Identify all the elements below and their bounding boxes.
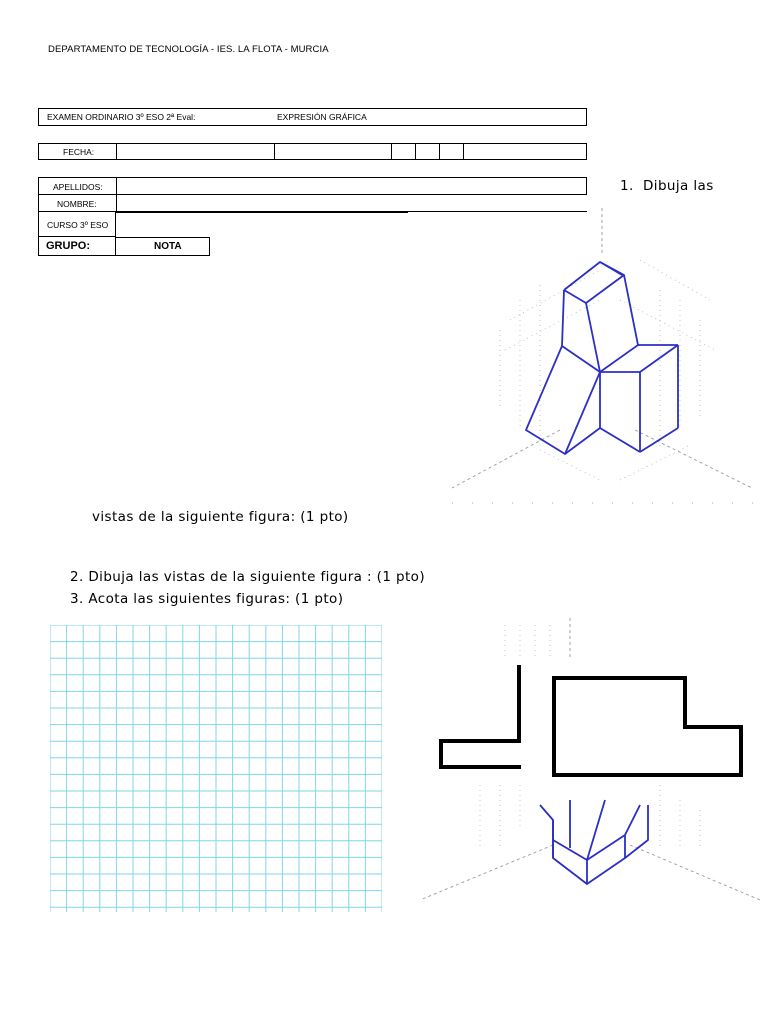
course-row-bottom xyxy=(38,236,115,237)
question-2-text: 2. Dibuja las vistas de la siguiente figura : (1 pto) xyxy=(70,569,425,585)
date-field-box[interactable] xyxy=(463,144,587,159)
info-block-bottom xyxy=(38,255,115,256)
date-label: FECHA: xyxy=(63,147,95,157)
exam-title: EXAMEN ORDINARIO 3º ESO 2ª Eval: xyxy=(47,112,196,122)
date-field-box[interactable] xyxy=(415,144,440,159)
exam-title-row xyxy=(38,108,587,126)
date-field-box[interactable] xyxy=(274,144,392,159)
dimension-figures xyxy=(415,615,768,905)
name-label: NOMBRE: xyxy=(57,199,97,209)
question-1-text-rest: vistas de la siguiente figura: (1 pto) xyxy=(92,509,349,525)
isometric-dot-grid xyxy=(500,260,715,480)
isometric-guide-lines xyxy=(452,208,752,488)
date-row xyxy=(38,143,587,160)
grade-box[interactable] xyxy=(115,237,210,256)
group-label: GRUPO: xyxy=(46,240,90,252)
graph-paper-grid[interactable] xyxy=(50,625,382,912)
surname-field[interactable] xyxy=(116,178,586,194)
isometric-solid xyxy=(526,262,678,454)
grade-label: NOTA xyxy=(154,241,182,252)
department-header: DEPARTAMENTO DE TECNOLOGÍA - IES. LA FLOTA - MURCIA xyxy=(48,44,329,55)
exam-subject: EXPRESIÓN GRÁFICA xyxy=(277,112,367,122)
question-1-text-start: Dibuja las xyxy=(643,178,714,194)
question-3-text: 3. Acota las siguientes figuras: (1 pto) xyxy=(70,591,344,607)
isometric-solid-bottom xyxy=(540,800,648,884)
name-field-underline xyxy=(115,212,408,213)
date-field-box[interactable] xyxy=(391,144,416,159)
info-block-left-border xyxy=(38,211,39,255)
date-field-box[interactable] xyxy=(116,144,275,159)
surname-label: APELLIDOS: xyxy=(53,182,103,192)
date-field-box[interactable] xyxy=(439,144,464,159)
course-label: CURSO 3º ESO xyxy=(47,220,109,230)
surname-row xyxy=(38,177,587,195)
isometric-figure-1 xyxy=(440,205,768,510)
question-1-number: 1. xyxy=(620,178,634,194)
